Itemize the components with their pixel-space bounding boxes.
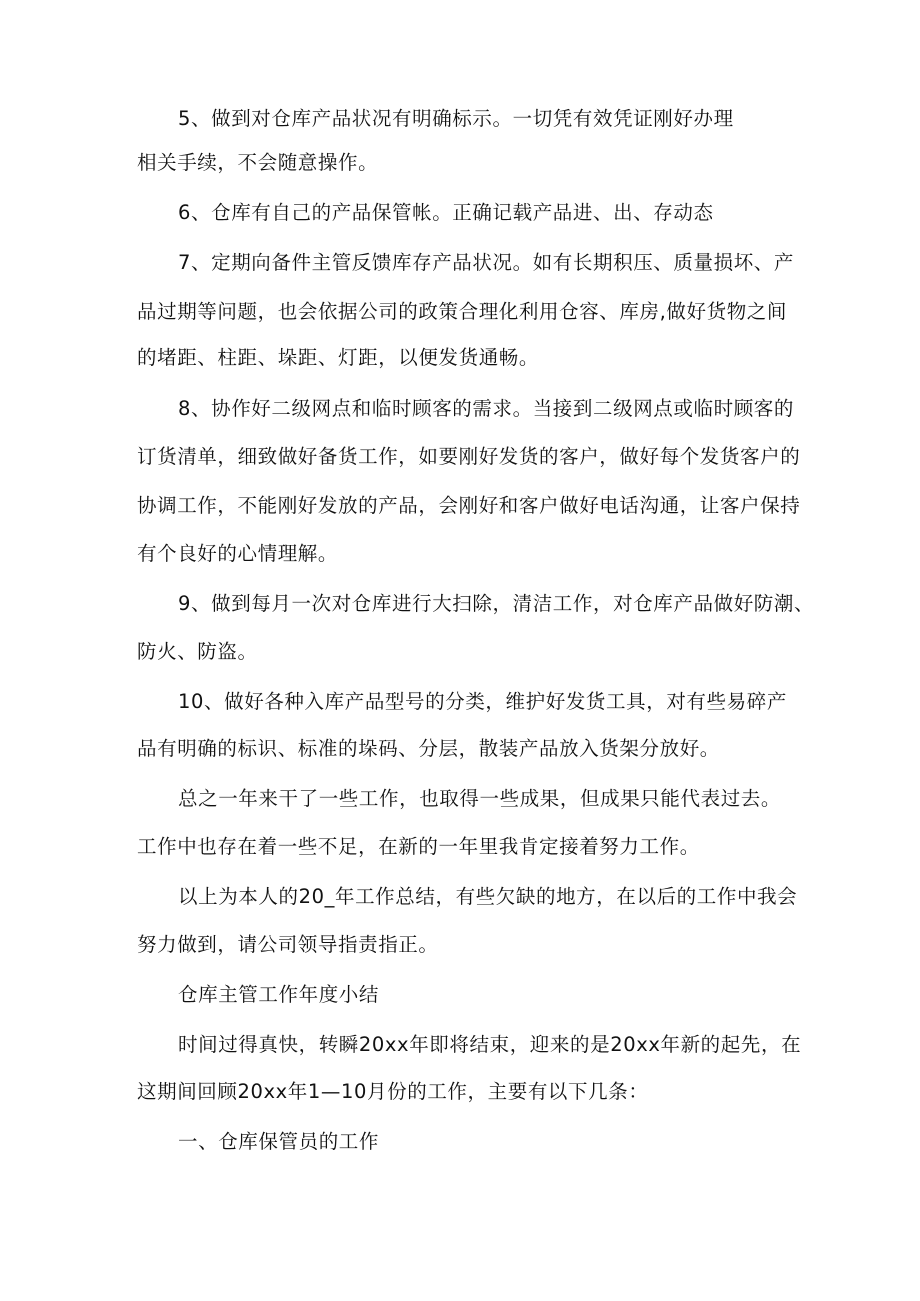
text-line: 工作中也存在着一些不足，在新的一年里我肯定接着努力工作。 bbox=[137, 835, 700, 858]
text-line: 总之一年来干了一些工作，也取得一些成果，但成果只能代表过去。 bbox=[178, 787, 782, 810]
section-heading: 一、仓库保管员的工作 bbox=[178, 1130, 380, 1153]
text-line: 协调工作，不能刚好发放的产品，会刚好和客户做好电话沟通，让客户保持 bbox=[137, 494, 801, 517]
text-line: 品有明确的标识、标准的垛码、分层，散装产品放入货架分放好。 bbox=[137, 737, 720, 760]
text-line: 有个良好的心情理解。 bbox=[137, 542, 339, 565]
text-line: 5、做到对仓库产品状况有明确标示。一切凭有效凭证刚好办理 bbox=[178, 107, 734, 130]
text-line: 这期间回顾20xx年1—10月份的工作，主要有以下几条： bbox=[137, 1080, 649, 1103]
text-line: 6、仓库有自己的产品保管帐。正确记载产品进、出、存动态 bbox=[178, 201, 714, 224]
text-line: 订货清单，细致做好备货工作，如要刚好发货的客户，做好每个发货客户的 bbox=[137, 445, 801, 468]
section-heading: 仓库主管工作年度小结 bbox=[178, 983, 380, 1006]
text-line: 时间过得真快，转瞬20xx年即将结束，迎来的是20xx年新的起先，在 bbox=[178, 1033, 802, 1056]
text-line: 努力做到，请公司领导指责指正。 bbox=[137, 933, 439, 956]
text-line: 7、定期向备件主管反馈库存产品状况。如有长期积压、质量损坏、产 bbox=[178, 251, 795, 274]
text-line: 品过期等问题，也会依据公司的政策合理化利用仓容、库房,做好货物之间 bbox=[137, 300, 787, 323]
text-line: 8、协作好二级网点和临时顾客的需求。当接到二级网点或临时顾客的 bbox=[178, 397, 795, 420]
text-line: 防火、防盗。 bbox=[137, 640, 258, 663]
text-line: 10、做好各种入库产品型号的分类，维护好发货工具，对有些易碎产 bbox=[178, 690, 787, 713]
text-line: 的堵距、柱距、垛距、灯距，以便发货通畅。 bbox=[137, 346, 540, 369]
text-line: 以上为本人的20_年工作总结，有些欠缺的地方，在以后的工作中我会 bbox=[178, 885, 798, 908]
text-line: 9、做到每月一次对仓库进行大扫除，清洁工作，对仓库产品做好防潮、 bbox=[178, 592, 815, 615]
text-line: 相关手续，不会随意操作。 bbox=[137, 151, 379, 174]
